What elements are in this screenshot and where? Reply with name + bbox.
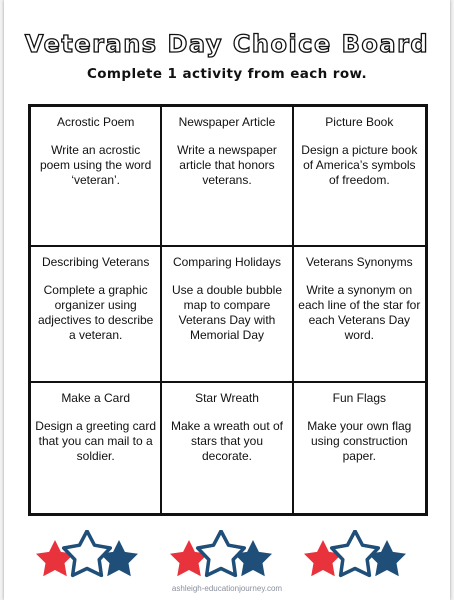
star-icon bbox=[332, 531, 379, 575]
board-cell-picture-book bbox=[294, 107, 425, 247]
cell-title: Star Wreath bbox=[195, 391, 259, 405]
cell-title: Comparing Holidays bbox=[172, 255, 282, 269]
document-page bbox=[4, 0, 450, 600]
page-subtitle: Complete 1 activity from each row. bbox=[86, 66, 368, 82]
board-cell-comparing-holidays bbox=[162, 247, 293, 383]
cell-text: Make your own flag using construction paper. bbox=[307, 419, 412, 463]
cell-text: Write an acrostic poem using the word ‘veteran’. bbox=[39, 143, 152, 187]
cell-text: Use a double bubble map to compare Veterans Day with Memorial Day bbox=[171, 283, 283, 342]
cell-title: Picture Book bbox=[325, 115, 394, 129]
cell-text: Write a newspaper article that honors veterans. bbox=[177, 143, 277, 187]
page-title: Veterans Day Choice Board bbox=[24, 30, 430, 58]
star-group-left bbox=[32, 530, 142, 590]
cell-title: Acrostic Poem bbox=[56, 115, 135, 129]
cell-title: Make a Card bbox=[61, 391, 131, 405]
footer-credit: ashleigh-educationjourney.com bbox=[171, 584, 283, 593]
cell-title: Veterans Synonyms bbox=[305, 255, 413, 269]
board-cell-describing-veterans bbox=[31, 247, 162, 383]
star-icon bbox=[198, 531, 245, 575]
cell-text: Design a greeting card that you can mail to a soldier. bbox=[35, 419, 157, 463]
cell-text: Write a synonym on each line of the star for each Veterans Day word. bbox=[298, 283, 421, 342]
board-cell-make-a-card bbox=[31, 383, 162, 513]
cell-title: Describing Veterans bbox=[41, 255, 150, 269]
choice-board bbox=[28, 104, 428, 516]
board-cell-star-wreath bbox=[162, 383, 293, 513]
board-cell-acrostic-poem bbox=[31, 107, 162, 247]
cell-text: Design a picture book of America’s symbols of freedom. bbox=[301, 143, 418, 187]
cell-title: Fun Flags bbox=[332, 391, 386, 405]
star-icon bbox=[64, 531, 111, 575]
board-cell-veterans-synonyms bbox=[294, 247, 425, 383]
cell-title: Newspaper Article bbox=[178, 115, 276, 129]
board-cell-fun-flags bbox=[294, 383, 425, 513]
star-group-right bbox=[300, 530, 410, 590]
cell-text: Complete a graphic organizer using adjectives to describe a veteran. bbox=[37, 283, 154, 342]
board-cell-newspaper-article bbox=[162, 107, 293, 247]
cell-text: Make a wreath out of stars that you decorate. bbox=[170, 419, 284, 463]
star-group-center bbox=[166, 530, 276, 590]
